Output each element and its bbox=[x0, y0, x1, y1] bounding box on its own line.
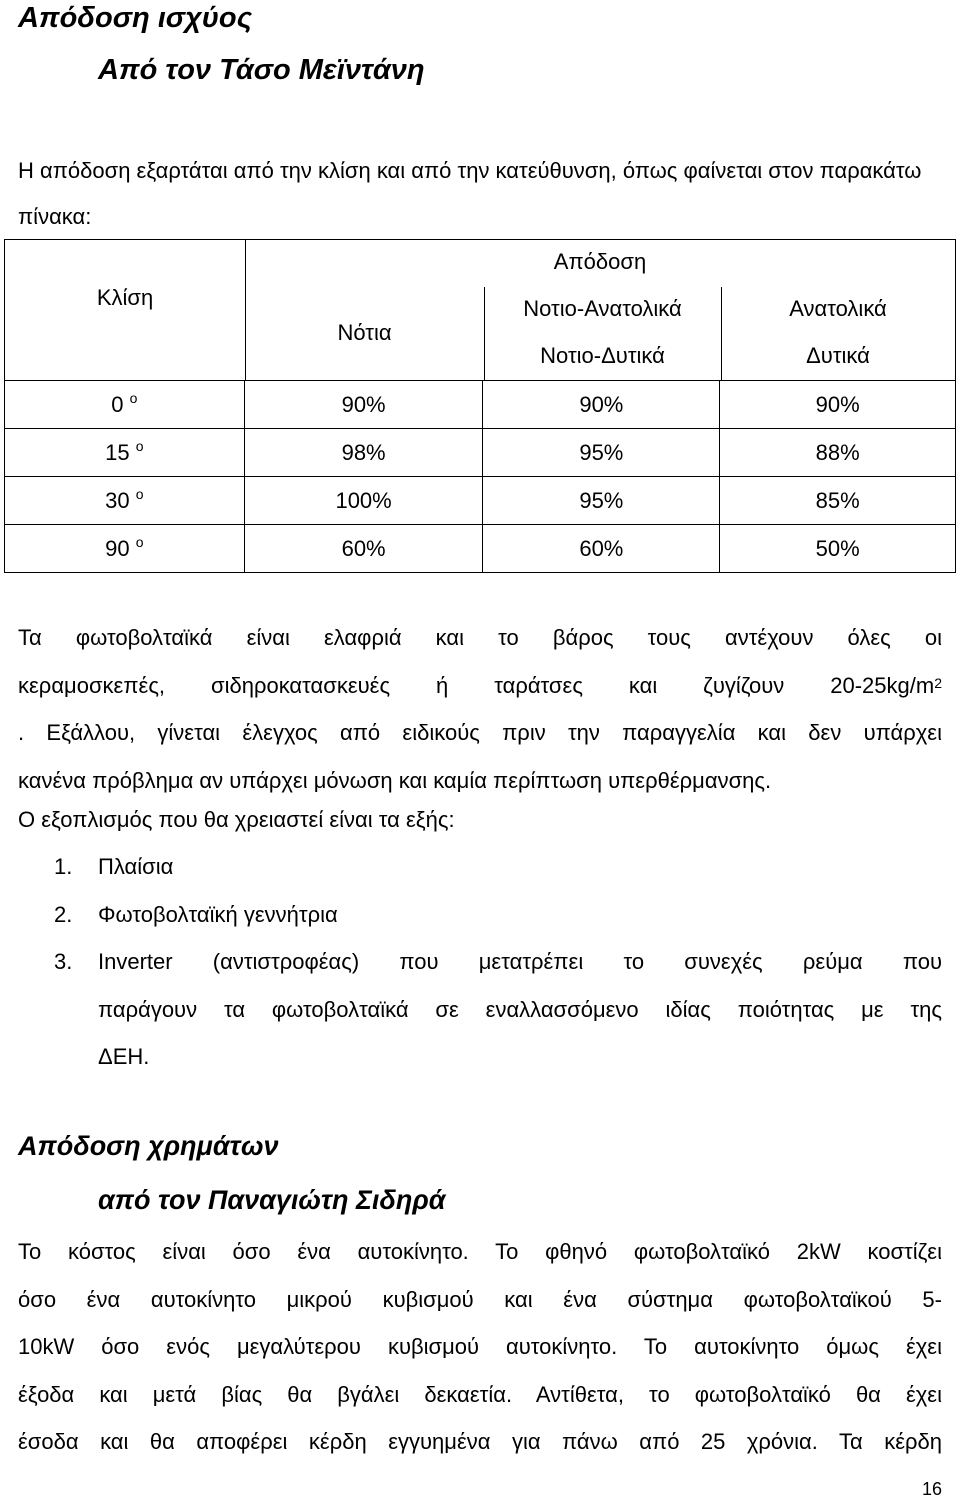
cell-south: 100% bbox=[244, 477, 483, 525]
cell-angle: 90 $^o$ bbox=[5, 525, 245, 573]
paragraph-line: κεραμοσκεπές, σιδηροκατασκευές ή ταράτσες και ζυγίζουν $20-25kg/m^2$ bbox=[18, 672, 942, 698]
cell-se-sw: 60% bbox=[483, 525, 720, 573]
cell-south: 60% bbox=[244, 525, 483, 573]
cell-se-sw: 90% bbox=[483, 381, 720, 429]
header-west: Δυτικά bbox=[806, 343, 870, 368]
header-east: Ανατολικά bbox=[789, 296, 887, 321]
section-author-2: από τον Παναγιώτη Σιδηρά bbox=[98, 1185, 446, 1215]
cell-south: 98% bbox=[244, 429, 483, 477]
header-notia: Νότια bbox=[337, 320, 392, 345]
cell-e-w: 90% bbox=[720, 381, 956, 429]
cell-se-sw: 95% bbox=[483, 429, 720, 477]
section-author-1: Από τον Τάσο Μεϊντάνη bbox=[98, 54, 425, 86]
paragraph-line: Το κόστος είναι όσο ένα αυτοκίνητο. Το φθηνό φωτοβολταϊκό 2kW κοστίζει bbox=[18, 1239, 942, 1264]
cell-south: 90% bbox=[244, 381, 483, 429]
table-row bbox=[5, 477, 956, 525]
cell-angle: 0 $^o$ bbox=[5, 381, 245, 429]
table-row bbox=[5, 525, 956, 573]
yield-table bbox=[4, 239, 956, 573]
section-title-money-yield: Απόδοση χρημάτων bbox=[18, 1131, 279, 1161]
cell-e-w: 50% bbox=[720, 525, 956, 573]
cell-se-sw: 95% bbox=[483, 477, 720, 525]
cell-angle: 30 $^o$ bbox=[5, 477, 245, 525]
cell-e-w: 85% bbox=[720, 477, 956, 525]
header-southwest: Νοτιο-Δυτικά bbox=[540, 343, 665, 368]
header-kleisi: Κλίση bbox=[96, 285, 154, 310]
table-row bbox=[5, 381, 956, 429]
paragraph-line: κανένα πρόβλημα αν υπάρχει μόνωση και καμία περίπτωση υπερθέρμανσης. bbox=[18, 767, 772, 793]
list-item: 1. Πλαίσια bbox=[54, 854, 174, 879]
list-item: 2. Φωτοβολταϊκή γεννήτρια bbox=[54, 901, 338, 927]
page-number: 16 bbox=[921, 1479, 942, 1499]
paragraph-line: έσοδα και θα αποφέρει κέρδη εγγυημένα για πάνω από 25 χρόνια. Τα κέρδη bbox=[18, 1429, 942, 1454]
header-southeast: Νοτιο-Ανατολικά bbox=[523, 296, 682, 321]
table-header-row bbox=[5, 240, 956, 381]
table-row bbox=[5, 429, 956, 477]
paragraph-line: 10kW όσο ενός μεγαλύτερου κυβισμού αυτοκίνητο. Το αυτοκίνητο όμως έχει bbox=[18, 1334, 942, 1359]
cell-e-w: 88% bbox=[720, 429, 956, 477]
paragraph-line: έξοδα και μετά βίας θα βγάλει δεκαετία. Αντίθετα, το φωτοβολταϊκό θα έχει bbox=[18, 1381, 942, 1407]
header-apodosi: Απόδοση bbox=[553, 249, 647, 274]
equipment-intro: Ο εξοπλισμός που θα χρειαστεί είναι τα εξής: bbox=[18, 807, 455, 832]
section-title-power-yield: Απόδοση ισχύος bbox=[18, 2, 253, 34]
paragraph-line: όσο ένα αυτοκίνητο μικρού κυβισμού και ένα σύστημα φωτοβολταϊκού 5- bbox=[18, 1286, 942, 1312]
paragraph-line: Τα φωτοβολταϊκά είναι ελαφριά και το βάρος τους αντέχουν όλες οι bbox=[18, 625, 942, 650]
list-item: 3. Inverter (αντιστροφέας) που μετατρέπει το συνεχές ρεύμα που παράγουν τα φωτοβολταϊκά σε εναλλασσόμενο ιδίας ποιότητας με της ΔΕΗ. bbox=[54, 949, 942, 1069]
body-paragraph-cost bbox=[18, 1228, 942, 1466]
body-paragraph-weight bbox=[18, 614, 942, 804]
equipment-list bbox=[18, 843, 942, 1081]
cell-angle: 15 $^o$ bbox=[5, 429, 245, 477]
paragraph-line: . Εξάλλου, γίνεται έλεγχος από ειδικούς πριν την παραγγελία και δεν υπάρχει bbox=[18, 720, 942, 745]
intro-paragraph: Η απόδοση εξαρτάται από την κλίση και από την κατεύθυνση, όπως φαίνεται στον παρακάτω πίνακα: bbox=[18, 158, 922, 229]
